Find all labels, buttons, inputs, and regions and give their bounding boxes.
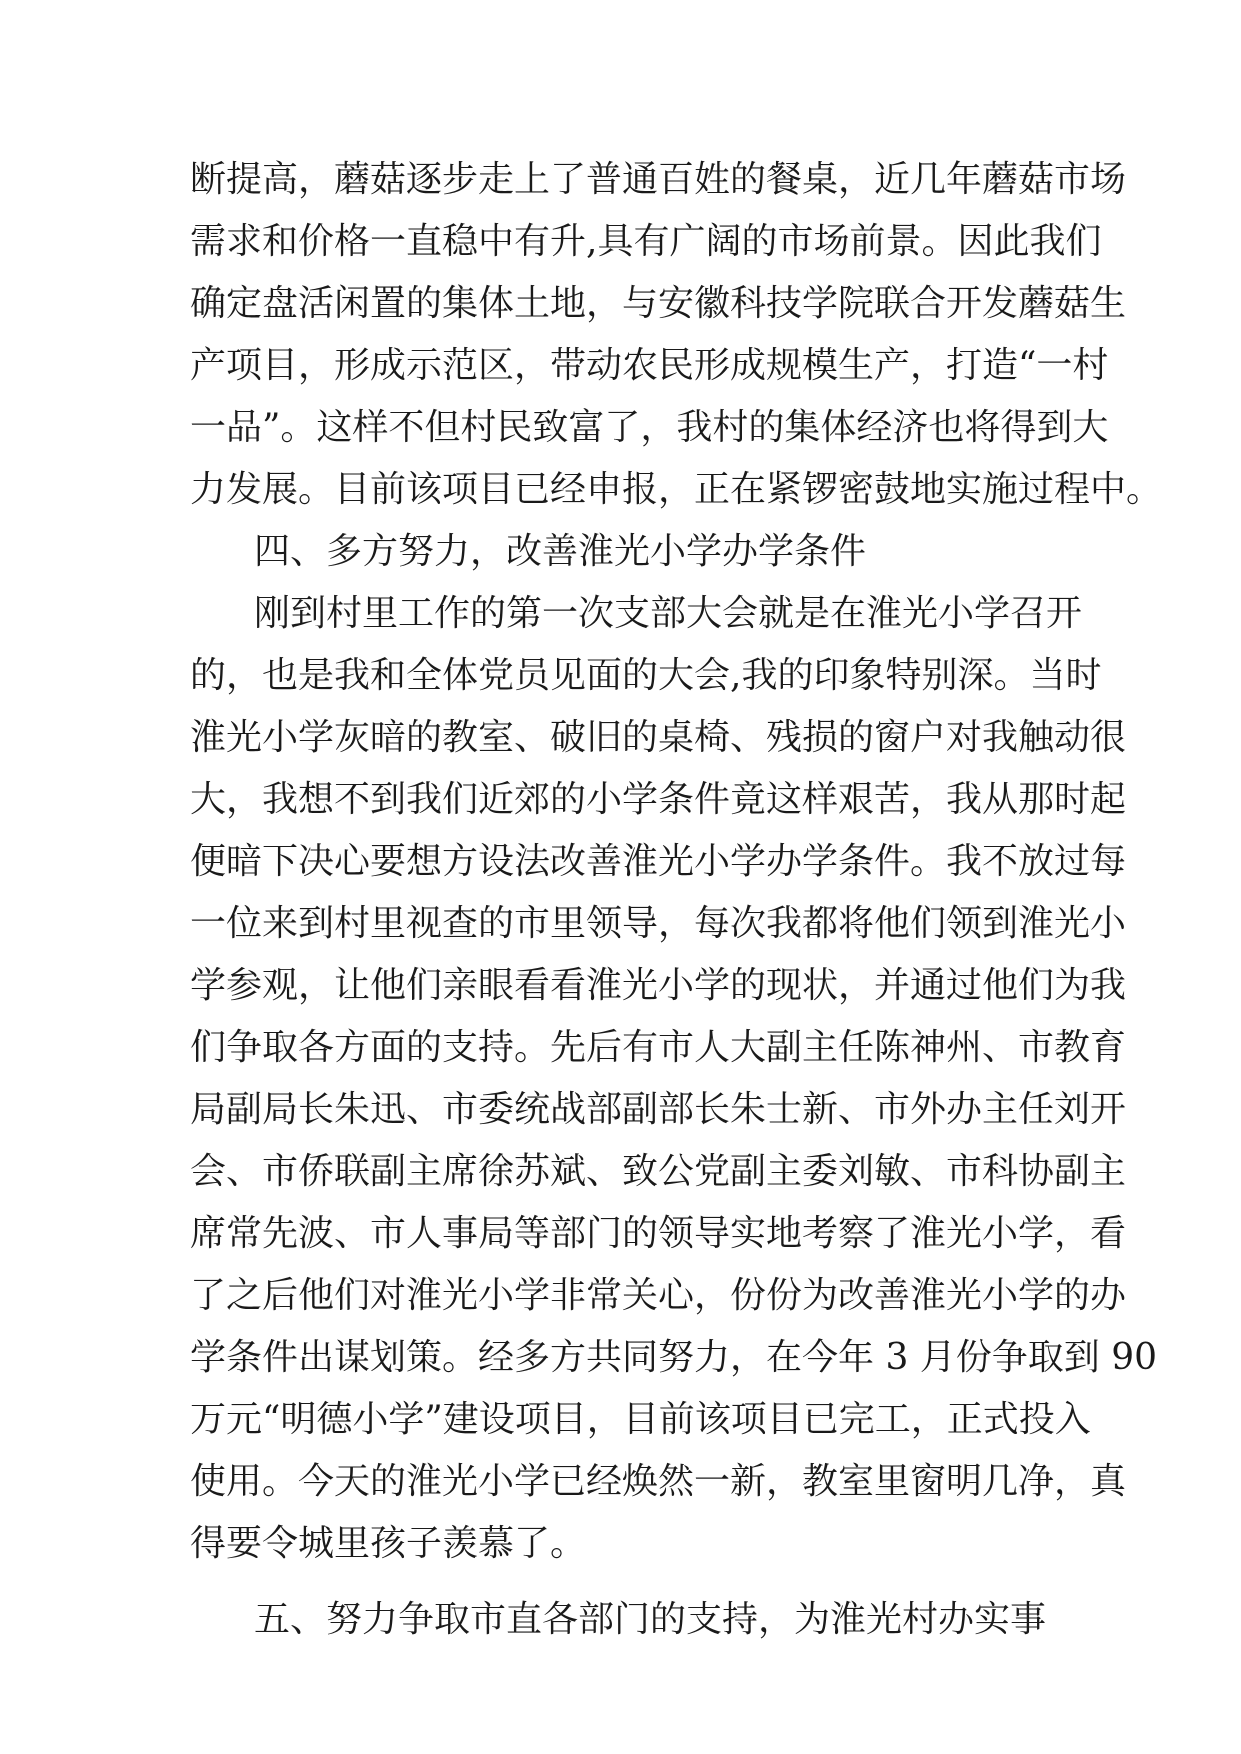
paragraph-line: 一品”。这样不但村民致富了，我村的集体经济也将得到大 bbox=[190, 407, 1109, 448]
paragraph-line: 确定盘活闲置的集体土地，与安徽科技学院联合开发蘑菇生 bbox=[190, 283, 1127, 324]
paragraph-line: 断提高，蘑菇逐步走上了普通百姓的餐桌，近几年蘑菇市场 bbox=[190, 159, 1127, 200]
paragraph-line: 大，我想不到我们近郊的小学条件竟这样艰苦，我从那时起 bbox=[190, 779, 1127, 820]
paragraph-line: 得要令城里孩子羡慕了。 bbox=[190, 1523, 587, 1564]
paragraph-line: 学参观，让他们亲眼看看淮光小学的现状，并通过他们为我 bbox=[190, 965, 1127, 1006]
paragraph-line: 席常先波、市人事局等部门的领导实地考察了淮光小学，看 bbox=[190, 1213, 1127, 1254]
paragraph-line: 万元“明德小学”建设项目，目前该项目已完工，正式投入 bbox=[190, 1399, 1091, 1440]
paragraph-line: 需求和价格一直稳中有升,具有广阔的市场前景。因此我们 bbox=[190, 221, 1102, 262]
paragraph-line: 的，也是我和全体党员见面的大会,我的印象特别深。当时 bbox=[190, 655, 1102, 696]
paragraph-line: 力发展。目前该项目已经申报，正在紧锣密鼓地实施过程中。 bbox=[190, 469, 1163, 510]
paragraph-line: 一位来到村里视查的市里领导，每次我都将他们领到淮光小 bbox=[190, 903, 1127, 944]
section-heading: 四、多方努力，改善淮光小学办学条件 bbox=[254, 531, 867, 572]
paragraph-line: 会、市侨联副主席徐苏斌、致公党副主委刘敏、市科协副主 bbox=[190, 1151, 1127, 1192]
paragraph-line: 局副局长朱迅、市委统战部副部长朱士新、市外办主任刘开 bbox=[190, 1089, 1127, 1130]
paragraph-line: 淮光小学灰暗的教室、破旧的桌椅、残损的窗户对我触动很 bbox=[190, 717, 1127, 758]
paragraph-line: 产项目，形成示范区，带动农民形成规模生产，打造“一村 bbox=[190, 345, 1109, 386]
section-heading: 五、努力争取市直各部门的支持，为淮光村办实事 bbox=[254, 1599, 1047, 1640]
paragraph-line: 使用。今天的淮光小学已经焕然一新，教室里窗明几净，真 bbox=[190, 1461, 1127, 1502]
paragraph-line: 学条件出谋划策。经多方共同努力，在今年 3 月份争取到 90 bbox=[190, 1337, 1158, 1378]
paragraph-line: 刚到村里工作的第一次支部大会就是在淮光小学召开 bbox=[254, 593, 1083, 634]
paragraph-line: 了之后他们对淮光小学非常关心，份份为改善淮光小学的办 bbox=[190, 1275, 1127, 1316]
paragraph-line: 们争取各方面的支持。先后有市人大副主任陈神州、市教育 bbox=[190, 1027, 1127, 1068]
paragraph-line: 便暗下决心要想方设法改善淮光小学办学条件。我不放过每 bbox=[190, 841, 1127, 882]
